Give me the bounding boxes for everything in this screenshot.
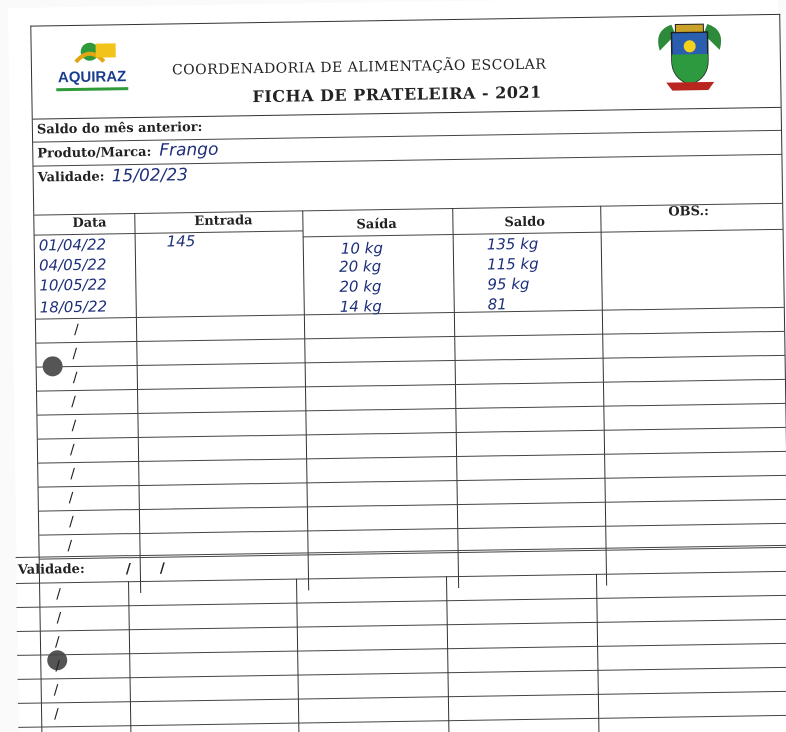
- row2-saida: 20 kg: [338, 257, 382, 276]
- row-line: [38, 451, 786, 464]
- date-slash: /: [68, 514, 74, 531]
- col-header-data: Data: [72, 215, 107, 232]
- header-underline: [135, 230, 303, 234]
- row-line: [39, 475, 786, 488]
- row4-saldo: 81: [487, 295, 507, 314]
- form-header: [31, 15, 780, 120]
- row-line: [16, 595, 786, 608]
- row4-data: 18/05/22: [39, 297, 108, 317]
- col-divider: [302, 210, 309, 590]
- validade-value: 15/02/23: [111, 165, 189, 187]
- row-line: [18, 691, 786, 704]
- row2-saldo: 115 kg: [486, 254, 539, 274]
- header-title-line2: FICHA DE PRATELEIRA - 2021: [252, 82, 542, 107]
- date-slash: /: [67, 538, 73, 555]
- col-divider: [134, 213, 141, 593]
- produto-label: Produto/Marca:: [37, 144, 152, 162]
- row-line: [17, 643, 786, 656]
- date-slash: /: [56, 586, 62, 603]
- header-title-line1: COORDENADORIA DE ALIMENTAÇÃO ESCOLAR: [171, 56, 547, 79]
- date-slash: /: [72, 345, 78, 363]
- row2-data: 04/05/22: [38, 255, 107, 275]
- col-divider: [600, 206, 607, 586]
- date-slash: /: [53, 706, 59, 723]
- validade-label: Validade:: [37, 169, 105, 186]
- row4-saida: 14 kg: [339, 297, 382, 316]
- row-line: [37, 403, 785, 416]
- date-slash: /: [159, 560, 166, 577]
- row1-data: 01/04/22: [38, 235, 107, 255]
- row-line: [39, 499, 786, 512]
- row-line: [17, 619, 786, 632]
- row-line: [37, 379, 785, 392]
- row1-saldo: 135 kg: [486, 234, 539, 254]
- col-divider: [452, 208, 459, 588]
- saldo-anterior-label: Saldo do mês anterior:: [36, 119, 203, 138]
- form-frame: [17, 14, 786, 732]
- produto-value: Frango: [159, 139, 219, 161]
- row-line: [18, 715, 786, 728]
- row-line: [36, 331, 784, 344]
- date-slash: /: [71, 393, 77, 411]
- col-header-entrada: Entrada: [194, 213, 253, 230]
- date-slash: /: [53, 682, 59, 699]
- date-slash: /: [54, 634, 60, 651]
- date-slash: /: [69, 442, 75, 459]
- row1-entrada: 145: [166, 232, 196, 251]
- row1-saida: 10 kg: [340, 239, 384, 258]
- date-slash: /: [56, 610, 62, 627]
- date-slash: /: [72, 369, 78, 387]
- row3-saida: 20 kg: [339, 277, 382, 296]
- col-header-saida: Saída: [356, 216, 397, 233]
- date-slash: /: [125, 561, 132, 578]
- stock-table: [34, 203, 786, 595]
- date-slash: /: [68, 490, 74, 507]
- date-slash: /: [70, 466, 76, 483]
- row-line: [18, 667, 786, 680]
- col-divider: [128, 581, 132, 732]
- date-slash: /: [73, 321, 79, 339]
- date-slash: /: [71, 417, 77, 435]
- row-line: [37, 355, 785, 368]
- col-header-saldo: Saldo: [504, 214, 546, 231]
- row-line: [38, 427, 786, 440]
- aquiraz-logo-text: AQUIRAZ: [57, 68, 127, 87]
- date-slash: /: [55, 658, 61, 675]
- row-line: [39, 523, 786, 536]
- aquiraz-logo: [45, 35, 138, 100]
- row3-saldo: 95 kg: [487, 274, 530, 294]
- validade2-label: Validade:: [17, 561, 85, 578]
- row3-data: 10/05/22: [39, 275, 107, 295]
- col-header-obs: OBS.:: [668, 204, 709, 220]
- paper: [8, 0, 786, 732]
- row-line: [36, 307, 784, 320]
- municipal-seal-icon: [649, 20, 730, 93]
